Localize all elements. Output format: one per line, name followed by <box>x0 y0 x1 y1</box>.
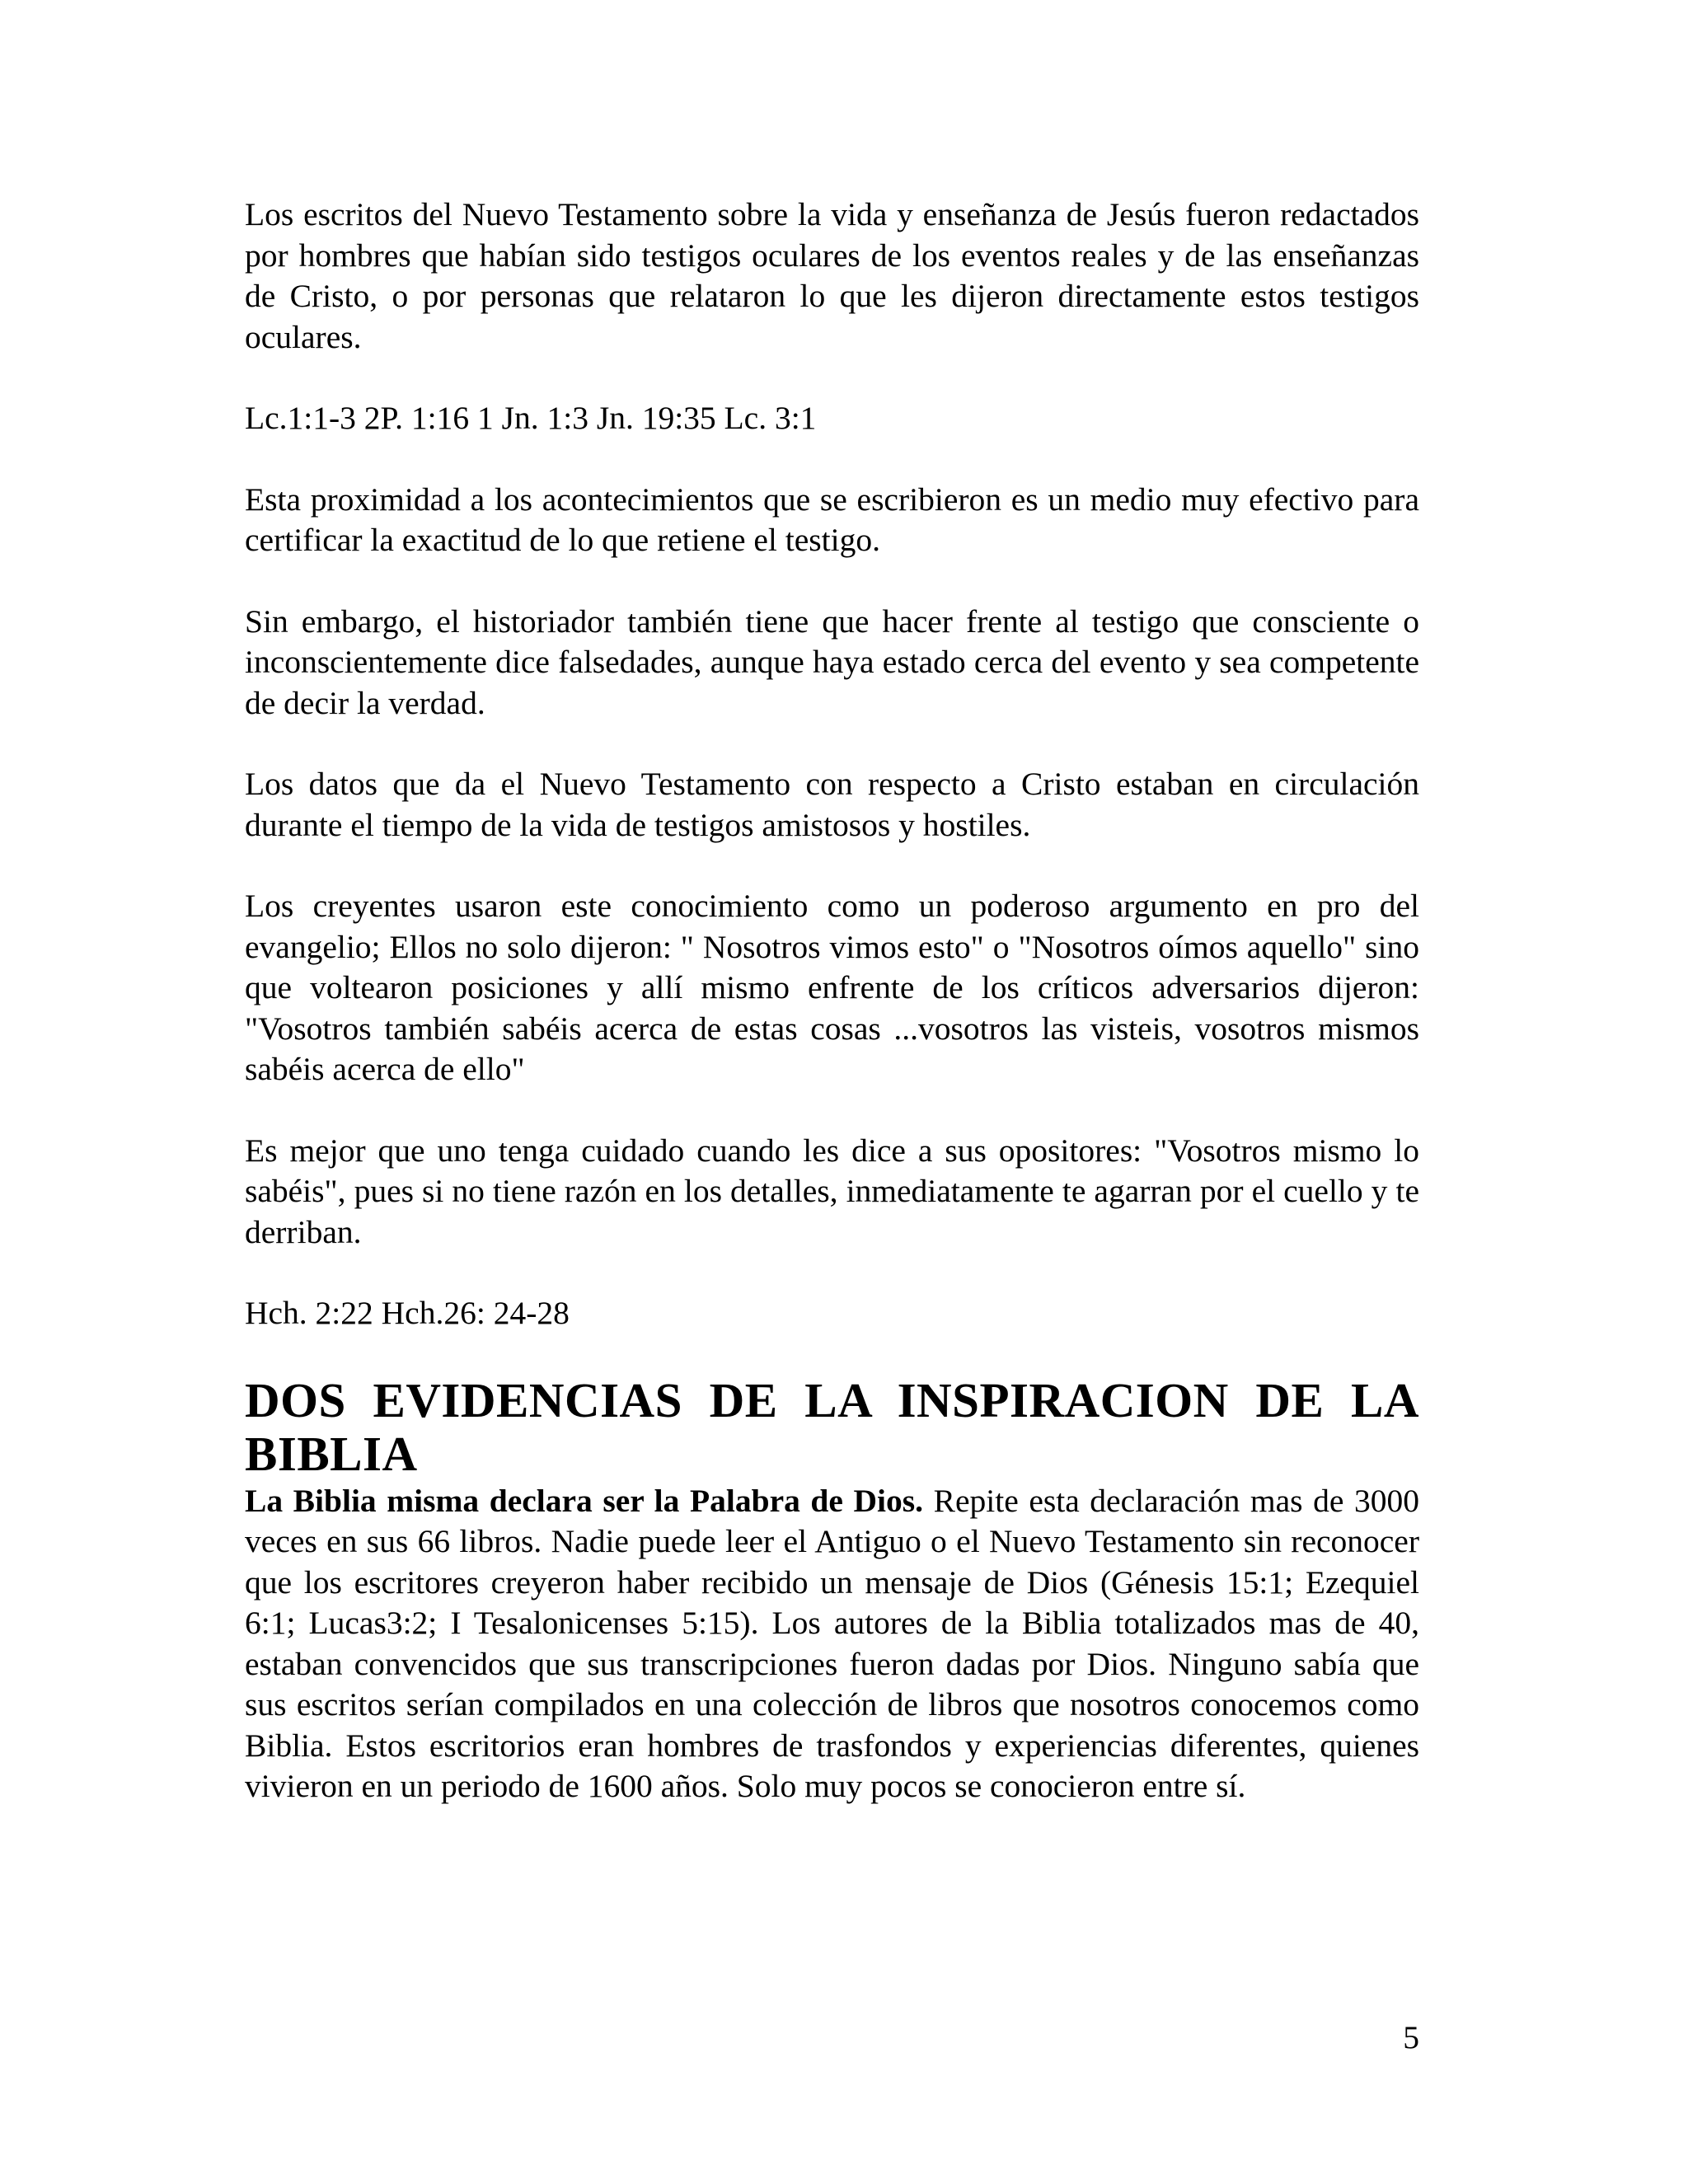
page-body <box>245 194 1419 1807</box>
bible-references-2: Hch. 2:22 Hch.26: 24-28 <box>245 1295 570 1331</box>
page-number: 5 <box>1403 2019 1419 2055</box>
paragraph-lead-bold: La Biblia misma declara ser la Palabra de Dios. <box>245 1482 924 1519</box>
paragraph-eyewitness-writers: Los escritos del Nuevo Testamento sobre la vida y enseñanza de Jesús fueron redactados por hombres que habían sido testigos oculares de los eventos reales y de las enseñanzas de Cristo, o por personas que relataron lo que les dijeron directamente estos testigos oculares. <box>245 196 1419 355</box>
bible-references-1: Lc.1:1-3 2P. 1:16 1 Jn. 1:3 Jn. 19:35 Lc. 3:1 <box>245 400 817 436</box>
paragraph-inspiration <box>245 1481 1419 1807</box>
paragraph-proximity: Esta proximidad a los acontecimientos que se escribieron es un medio muy efectivo para certificar la exactitud de lo que retiene el testigo. <box>245 480 1419 558</box>
paragraph-circulation: Los datos que da el Nuevo Testamento con respecto a Cristo estaban en circulación durante el tiempo de la vida de testigos amistosos y hostiles. <box>245 766 1419 843</box>
paragraph-historian: Sin embargo, el historiador también tiene que hacer frente al testigo que consciente o inconscientemente dice falsedades, aunque haya estado cerca del evento y sea competente de decir la verdad. <box>245 602 1419 721</box>
section-heading: DOS EVIDENCIAS DE LA INSPIRACION DE LA BIBLIA <box>245 1372 1419 1481</box>
paragraph-inspiration-text: Repite esta declaración mas de 3000 veces en sus 66 libros. Nadie puede leer el Antiguo o el Nuevo Testamento sin reconocer que los escritores creyeron haber recibido un mensaje de Dios (Génesis 15:1; Ezequiel 6:1; Lucas3:2; I Tesalonicenses 5:15). Los autores de la Biblia totalizados mas de 40, estaban convencidos que sus transcripciones fueron dadas por Dios. Ninguno sabía que sus escritos serían compilados en una colección de libros que nosotros conocemos como Biblia. Estos escritorios eran hombres de trasfondos y experiencias diferentes, quienes vivieron en un periodo de 1600 años. Solo muy pocos se conocieron entre sí. <box>245 1482 1419 1804</box>
paragraph-caution: Es mejor que uno tenga cuidado cuando les dice a sus opositores: "Vosotros mismo lo sabéis", pues si no tiene razón en los detalles, inmediatamente te agarran por el cuello y te derriban. <box>245 1132 1419 1250</box>
paragraph-believers-argument: Los creyentes usaron este conocimiento como un poderoso argumento en pro del evangelio; Ellos no solo dijeron: " Nosotros vimos esto" o "Nosotros oímos aquello" sino que voltearon posiciones y allí mismo enfrente de los críticos adversarios dijeron: "Vosotros también sabéis acerca de estas cosas ...vosotros las visteis, vosotros mismos sabéis acerca de ello" <box>245 888 1419 1087</box>
